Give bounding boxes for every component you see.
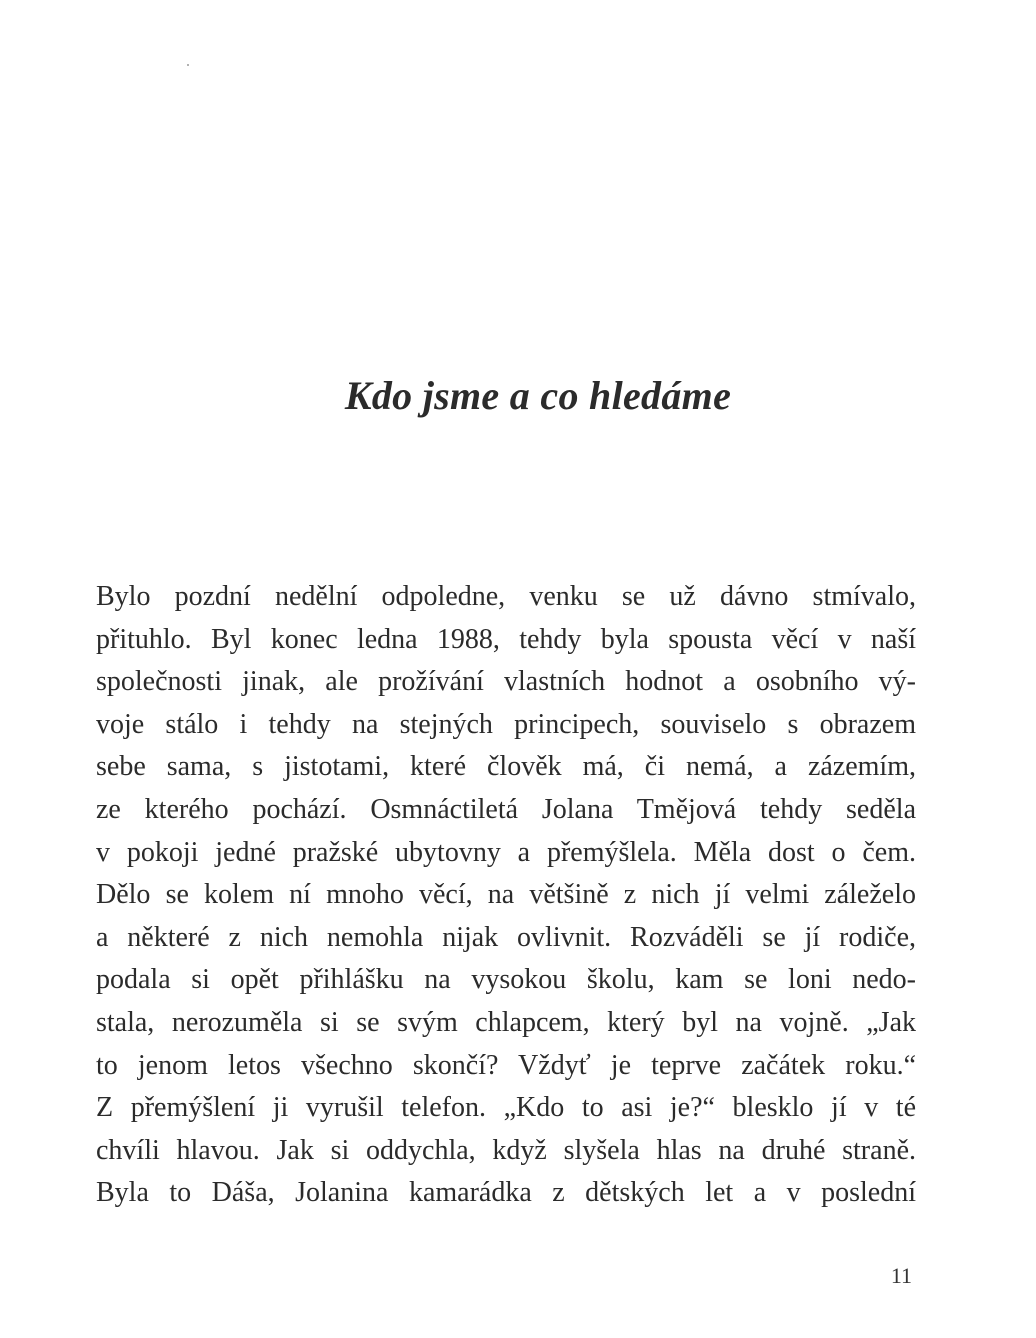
body-paragraph	[96, 576, 916, 1215]
text-line: podala si opět přihlášku na vysokou školu, kam se loni nedo-	[96, 964, 916, 996]
scan-speck	[187, 64, 189, 66]
text-line: Bylo pozdní nedělní odpoledne, venku se už dávno stmívalo,	[96, 581, 916, 612]
text-line: Z přemýšlení ji vyrušil telefon. „Kdo to asi je?“ blesklo jí v té	[96, 1092, 916, 1124]
text-line: v pokoji jedné pražské ubytovny a přemýšlela. Měla dost o čem.	[96, 836, 916, 868]
text-line: Dělo se kolem ní mnoho věcí, na většině z nich jí velmi záleželo	[96, 879, 916, 911]
text-line: voje stálo i tehdy na stejných principech, souviselo s obrazem	[96, 708, 916, 740]
text-line: ze kterého pochází. Osmnáctiletá Jolana Tmějová tehdy seděla	[96, 793, 916, 825]
text-line: chvíli hlavou. Jak si oddychla, když slyšela hlas na druhé straně.	[96, 1134, 916, 1166]
text-line: sebe sama, s jistotami, které člověk má, či nemá, a zázemím,	[96, 751, 916, 783]
chapter-title: Kdo jsme a co hledáme	[344, 373, 732, 418]
text-line: Byla to Dáša, Jolanina kamarádka z dětských let a v poslední	[96, 1177, 916, 1209]
page-number: 11	[890, 1263, 912, 1288]
text-line: společnosti jinak, ale prožívání vlastních hodnot a osobního vý-	[96, 666, 916, 698]
text-line: stala, nerozuměla si se svým chlapcem, který byl na vojně. „Jak	[96, 1006, 916, 1038]
text-line: přituhlo. Byl konec ledna 1988, tehdy byla spousta věcí v naší	[96, 623, 916, 655]
text-line: a některé z nich nemohla nijak ovlivnit. Rozváděli se jí rodiče,	[96, 921, 916, 953]
text-line: to jenom letos všechno skončí? Vždyť je teprve začátek roku.“	[96, 1049, 916, 1081]
